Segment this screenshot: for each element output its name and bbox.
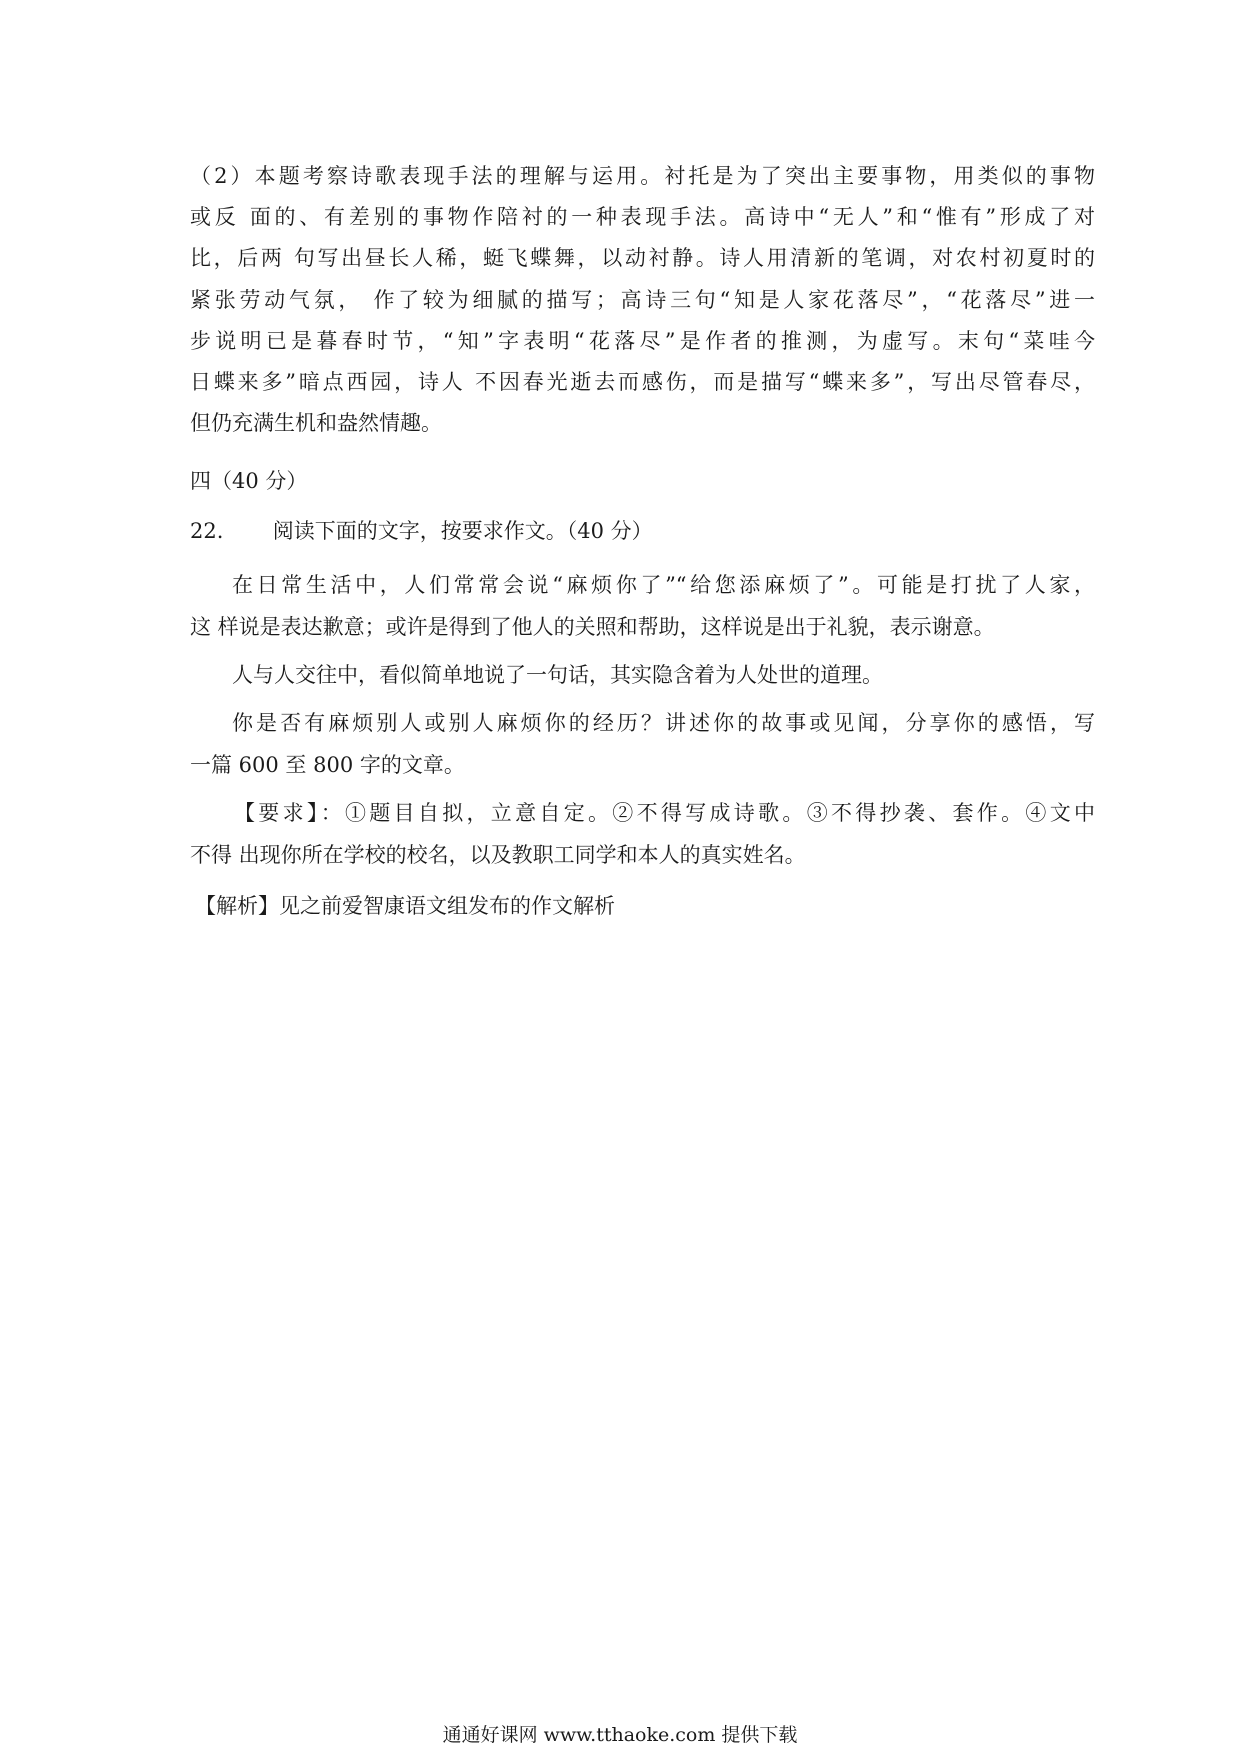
text-line: 比，后两 句写出昼长人稀，蜓飞蝶舞，以动衬静。诗人用清新的笔调，对农村初夏时的 [190, 246, 1095, 271]
essay-paragraph-3 [190, 703, 1095, 786]
text-line: 不得 出现你所在学校的校名，以及教职工同学和本人的真实姓名。 [190, 842, 806, 867]
text-line: 但仍充满生机和盎然情趣。 [190, 411, 442, 436]
essay-requirements [190, 793, 1095, 876]
text-line: 一篇 600 至 800 字的文章。 [190, 752, 465, 777]
text-line: 或反 面的、有差别的事物作陪衬的一种表现手法。高诗中“无人”和“惟有”形成了对 [190, 205, 1095, 230]
footer-watermark: 通通好课网 www.tthaoke.com 提供下载 [442, 1724, 798, 1746]
text-line: 【要求】：①题目自拟，立意自定。②不得写成诗歌。③不得抄袭、套作。④文中 [234, 801, 1095, 825]
text-line: 在日常生活中，人们常常会说“麻烦你了”“给您添麻烦了”。可能是打扰了人家， [232, 573, 1095, 597]
analysis-question-2 [190, 156, 1095, 444]
question-number: 22. [190, 519, 224, 543]
text-line: 日蝶来多”暗点西园，诗人 不因春光逝去而感伤，而是描写“蝶来多”，写出尽管春尽， [190, 370, 1095, 395]
text-line: 人与人交往中，看似简单地说了一句话，其实隐含着为人处世的道理。 [232, 663, 883, 687]
essay-paragraph-2 [190, 655, 1095, 697]
text-line: 你是否有麻烦别人或别人麻烦你的经历？讲述你的故事或见闻，分享你的感悟，写 [232, 711, 1095, 735]
essay-analysis: 【解析】见之前爱智康语文组发布的作文解析 [195, 894, 615, 918]
text-line: 步说明已是暮春时节，“知”字表明“花落尽”是作者的推测，为虚写。末句“菜哇今 [190, 328, 1095, 353]
text-line: 紧张劳动气氛， 作了较为细腻的描写；高诗三句“知是人家花落尽”，“花落尽”进一 [190, 287, 1095, 312]
question-prompt: 阅读下面的文字，按要求作文。（40 分） [272, 519, 653, 543]
text-line: （2）本题考察诗歌表现手法的理解与运用。衬托是为了突出主要事物，用类似的事物 [190, 164, 1095, 188]
question-22-header [190, 515, 653, 545]
section-heading: 四（40 分） [190, 469, 308, 493]
text-line: 这 样说是表达歉意；或许是得到了他人的关照和帮助，这样说是出于礼貌，表示谢意。 [190, 614, 995, 639]
essay-paragraph-1 [190, 565, 1095, 648]
